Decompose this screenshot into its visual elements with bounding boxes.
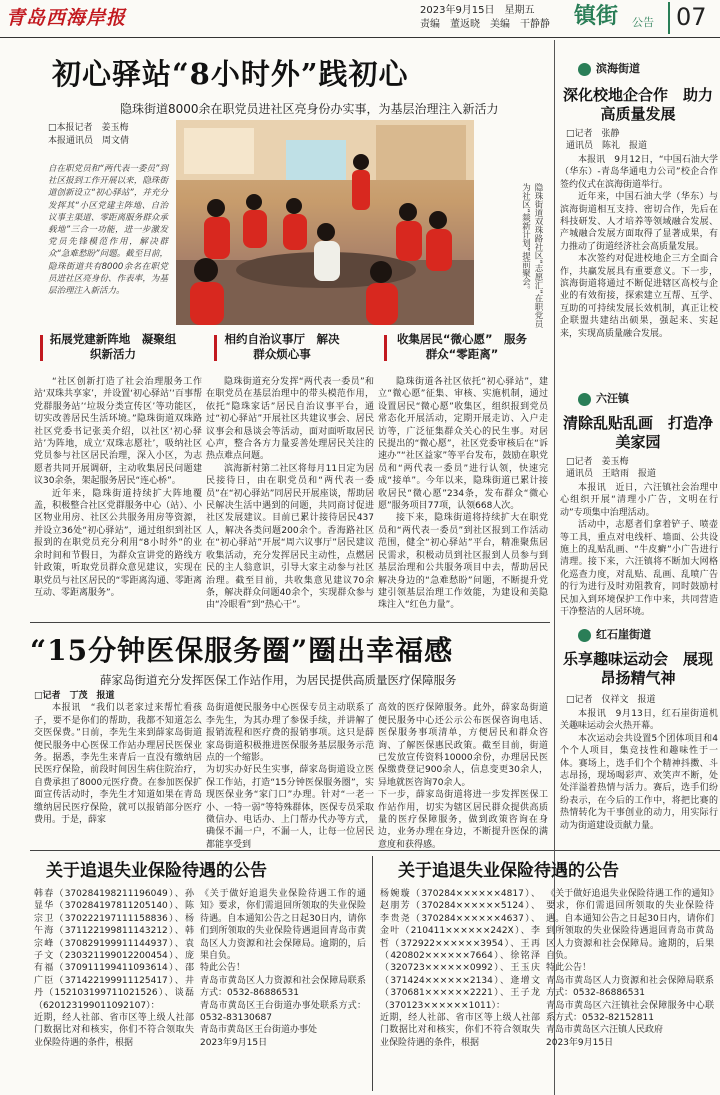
location-dot-icon bbox=[578, 63, 591, 76]
second-byline: □记者 丁茂 报道 bbox=[34, 691, 115, 701]
sidebar-story3-byline: □记者 仪祥文 报道 bbox=[566, 695, 656, 705]
notice-left-column-2: 《关于做好追退失业保险待遇工作的通知》要求，你们需退回所领取的失业保险待遇。自本通知公告之日起30日内，请你们到所领取的失业保险待遇退回青岛市黄岛区人力资源和社会保障局。逾期的，后果自负。 特此公告！ 青岛市黄岛区人力资源和社会保障局联系方式：0532-86886531 青岛市黄岛区王台街道办事处联系方式：0532-83130687 青岛市黄岛区王台街道办事处 2023年9月15日 bbox=[200, 889, 366, 1048]
meeting-photo-illustration bbox=[176, 120, 474, 325]
byline-correspondent: 本报通讯员 周文倩 bbox=[48, 136, 130, 146]
sidebar-story2-text bbox=[560, 482, 718, 622]
paragraph: 近年来，隐珠街道持续扩大阵地覆盖，积极整合社区党群服务中心（站）、小区物业用房、社区公共服务用房等资源，并设立36处“初心驿站”，通过组织到社区报到的在职党员充分利用“8小时外”的业余时间和节假日，为群众宣讲党的路线方针政策，听取党员群众意见建议，实现在职党员与社区居民的“零距离沟通、零距离互动、零距离服务”。 bbox=[34, 488, 202, 598]
page-number: 07 bbox=[668, 2, 707, 34]
sidebar-story1-byline: □记者 张静 通讯员 陈礼 报道 bbox=[566, 129, 648, 151]
notice-right-column-2: 《关于做好追退失业保险待遇工作的通知》要求，你们需退回所领取的失业保险待遇。自本通知公告之日起30日内，请你们到所领取的失业保险待遇退回青岛市黄岛区人力资源和社会保障局。逾期的，后果自负。 特此公告！ 青岛市黄岛区人力资源和社会保障局联系方式：0532-86886531 青岛市黄岛区六汪镇社会保障服务中心联系方式：0532-82152811 青岛市黄岛区六汪镇人民政府 2023年9月15日 bbox=[546, 889, 714, 1048]
paragraph: 活动中，志愿者们拿着铲子、喷壶等工具，重点对电线杆、墙面、公共设施上的乱贴乱画、“牛皮癣”小广告进行清理。接下来，六汪镇将不断加大网格化巡查力度，对乱贴、乱画、乱喷广告的行为进行及时劝阻教育，同时鼓励村民加入到环境保护工作中来，共同营造干净整洁的人居环境。 bbox=[560, 520, 718, 618]
subhead-3: 收集居民“微心愿” 服务群众“零距离” bbox=[392, 332, 532, 362]
divider bbox=[30, 622, 550, 623]
paragraph: 近年来，中国石油大学（华东）与滨海街道相互支持、密切合作，先后在科技研发、人才培养等领域融合发展、产城融合发展方面取得了显著成果，有力推动了街道经济社会高质量发展。 bbox=[560, 192, 718, 252]
paragraph: 岛街道便民服务中心医保专员主动联系了李先生，为其办理了参保手续，并讲解了报销流程和医疗费的报销事项。这只是薛家岛街道积极推进医保服务基层服务示范点的一个缩影。 为切实办好民生实事，薛家岛街道设立医保工作站，打造“15分钟医保服务圈”，实现医保业务“家门口”办理。针对“一老一小、一特一弱”等特殊群体，医保专员采取微信办、电话办、上门帮办代办等方式，确保不漏一户，不漏一人，让每一位居民都能享受到 bbox=[206, 703, 374, 850]
masthead-info bbox=[420, 4, 570, 32]
paragraph: 本报讯 近日，六汪镇社会治理中心组织开展“清理小广告，文明在行动”专项集中治理活动。 bbox=[560, 483, 718, 518]
lead-column-3 bbox=[378, 376, 548, 616]
second-subheadline: 薛家岛街道充分发挥医保工作站作用，为居民提供高质量医疗保障服务 bbox=[100, 673, 457, 687]
editor-line: 责编 董返晓 美编 干静静 bbox=[420, 19, 550, 30]
sidebar-story2-byline: □记者 姜玉梅 通讯员 王晗雨 报道 bbox=[566, 457, 657, 479]
sidebar-story1-text bbox=[560, 154, 718, 372]
subhead-2: 相约自治议事厅 解决群众烦心事 bbox=[222, 332, 342, 362]
sidebar-story3-text bbox=[560, 708, 718, 846]
notice-left-column-1: 韩春（370284198211196049）、孙显华（370284197811205140）、陈宗卫（370222197111158836）、杨午海（371122199811143212）、韩宗峰（370829199911144937）、袁子文（230321199012200454）、庞有福（370911199411093614）、邵广臣（371422199911125417）、井丹（152103199711021526）、谈磊（620123199011092107）： 近期，经人社部、省市区等上级人社部门数据比对和核实，你们不符合领取失业保险待遇的条件，根据 bbox=[34, 889, 194, 1048]
sidebar-story1-title: 深化校地企合作 助力高质量发展 bbox=[562, 86, 713, 123]
second-column-1 bbox=[34, 690, 202, 842]
byline-reporter: □本报记者 姜玉梅 bbox=[48, 123, 129, 133]
section-name: 镇街 bbox=[574, 3, 619, 29]
sidebar-tag-liuwang: 六汪镇 bbox=[578, 392, 629, 407]
paragraph: 隐珠街道各社区依托“初心驿站”，建立“微心愿”征集、审核、实施机制，通过设置居民“微心愿”收集区，组织报到党员常态化开展活动，定期开展走访、入户走访等，广泛征集群众关心的民生事。对居民提出的“微心愿”，社区党委审核后在“诉速办”“社区益家”等平台发布，鼓励在职党员和“两代表一委员”进行认领，快速完成“接单”。今年以来，隐珠街道已累计接收居民“微心愿”234条，发布群众“微心愿”服务项目77项，认领668人次。 bbox=[378, 377, 548, 512]
lead-subheadline: 隐珠街道8000余在职党员进社区亮身份办实事，为基层治理注入新活力 bbox=[120, 102, 499, 116]
paragraph: 滨海新村第二社区将每月11日定为居民接待日，由在职党员和“两代表一委员”在“初心驿站”同居民开展座谈，帮助居民解决生活中遇到的问题，共同商讨促进社区发展建议。目前已累计接待居民437人，解决各类问题200余个。香海路社区在“初心驿站”开展“周六议事厅”居民建议收集活动，充分发挥居民主动性，点燃居民的主人翁意识，引导大家主动参与社区治理。截至目前，共收集意见建议70余条，解决群众问题40余个，实现群众参与由“冷眼看”到“热心干”。 bbox=[206, 463, 374, 611]
section-notice-label: 公告 bbox=[632, 16, 654, 29]
lead-photo bbox=[176, 120, 474, 325]
lead-column-2 bbox=[206, 376, 374, 616]
lead-byline bbox=[48, 122, 168, 148]
second-headline: “15分钟医保服务圈”圈出幸福感 bbox=[30, 634, 454, 667]
paragraph: 隐珠街道充分发挥“两代表一委员”和在职党员在基层治理中的带头模范作用，依托“隐珠家话”居民自治议事平台，通过“初心驿站”开展社区共建议事会、居民议事会和恳谈会等活动，面对面听取居民心声，整合各方力量妥善处理居民关注的热点难点问题。 bbox=[206, 377, 374, 462]
paragraph: 接下来，隐珠街道将持续扩大在职党员和“两代表一委员”到社区报到工作活动范围，健全“初心驿站”平台，精准聚焦居民需求，积极动员到社区报到人员参与到基层治理和公共服务项目中去，帮助居民解决身边的“急难愁盼”问题，不断提升党建引领基层治理工作效能，为建设和美隐珠注入“红色力量”。 bbox=[378, 513, 548, 611]
paragraph: 高效的医疗保障服务。此外，薛家岛街道便民服务中心还公示公布医保咨询电话、医保服务事项清单，方便居民和群众咨询、了解医保惠民政策。截至目前，街道已发放宣传资料10000余份，办理居民医保缴费登记900余人，信息变更30余人，异地就医咨询70余人。 下一步，薛家岛街道将进一步发挥医保工作站作用，切实为辖区居民群众提供高质量的医疗保障服务，做到政策咨询在身边，业务办理在身边，不断提升医保的满意度和获得感。 bbox=[378, 703, 548, 850]
issue-date: 2023年9月15日 星期五 bbox=[420, 5, 535, 16]
lead-headline: 初心驿站“8小时外”践初心 bbox=[52, 57, 409, 91]
photo-caption: 隐珠街道双珠路社区“志愿汇”在职党员为社区“燚新计划”提前聚会。 bbox=[520, 183, 543, 328]
location-dot-icon bbox=[578, 393, 591, 406]
sidebar-tag-binhai: 滨海街道 bbox=[578, 62, 640, 77]
notice-right-title: 关于追退失业保险待遇的公告 bbox=[398, 861, 619, 881]
lead-column-1 bbox=[34, 376, 202, 616]
paragraph: 本报讯 9月13日，红石崖街道机关趣味运动会火热开幕。 bbox=[560, 709, 718, 732]
paragraph: 本报讯 9月12日，“中国石油大学（华东）-青岛华通电力公司”校企合作签约仪式在滨海街道举行。 bbox=[560, 155, 718, 190]
paragraph: 本次运动会共设置5个团体项目和4个个人项目，集竞技性和趣味性于一体。赛场上，选手们个个精神抖擞、斗志昂扬，现场喝彩声、欢笑声不断，处处洋溢着热情与活力。赛后，选手们纷纷表示，在今后的工作中，将把比赛的热情转化为干事创业的动力，用实际行动为街道建设贡献力量。 bbox=[560, 733, 718, 831]
sidebar-story2-title: 清除乱贴乱画 打造净美家园 bbox=[562, 414, 713, 451]
lead-intro: 自在职党员和“两代表一委员”到社区报到工作开展以来，隐珠街道创新设立“初心驿站”，并充分发挥其“小区党建主阵地、自治议事主渠道、零距离服务群众承载地”三合一功能，进一步激发党员先锋模范作用，解决群众“急难愁盼”问题。截至目前，隐珠街道共有8000余名在职党员进社区亮身份、作表率，为基层治理注入新活力。 bbox=[48, 164, 168, 297]
divider bbox=[372, 856, 373, 1091]
notice-right-column-1: 杨婉璇（370284××××××4817）、赵朋芳（370284××××××5124）、李贵尧（370284××××××4637）、金叶（210411××××××242X）、李哲（372922××××××3954）、王再（420802××××××7664）、徐铭泽（320723××××××0992）、王玉庆（371424××××××2134）、逄增文（370681××××××2221）、王子龙（370123××××××1011）： 近期，经人社部、省市区等上级人社部门数据比对和核实，你们不符合领取失业保险待遇的条件，根据 bbox=[380, 889, 540, 1048]
subhead-1: 拓展党建新阵地 凝聚组织新活力 bbox=[49, 332, 177, 361]
sidebar-story3-title: 乐享趣味运动会 展现昂扬精气神 bbox=[562, 650, 713, 687]
second-column-3 bbox=[378, 690, 548, 850]
sidebar-tag-hongshiya: 红石崖街道 bbox=[578, 628, 651, 643]
paragraph: “社区创新打造了社会治理服务工作站‘双珠共享家’，并设置‘初心驿站’‘百事帮党群服务站’‘垃圾分类宣传区’等功能区，切实改善居民生活环境。”隐珠街道双珠路社区党委书记张美介绍，以社区‘初心驿站’为阵地，成立‘双珠志愿社’，吸纳社区党员参与社区居民治理，深入小区，为志愿者共同开展调研，主动收集居民问题建议30余条，架起服务居民“连心桥”。 bbox=[34, 377, 202, 487]
paragraph: 本报讯 “我们以老家过来帮忙看孩子，要不是你们的帮助，我都不知道怎么交医保费。”日前，李先生来到薛家岛街道便民服务中心医保工作站办理居民医保业务。据悉，李先生来青后一直没有缴纳居民医疗保险，前段时间因生病住院治疗，自费承担了8000元医疗费。在参加医保扩面宣传活动时，李先生才知道如果在青岛缴纳居民医疗保险，就可以报销部分医疗费用。于是，薛家 bbox=[34, 703, 202, 826]
paragraph: 本次签约对促进校地企三方全面合作，共赢发展具有重要意义。下一步，滨海街道将通过不断促进辖区高校与企业的有效衔接，探索建立互帮、互学、互助的可持续发展长效机制，真正让校企联盟共建结出硕果，强起来、实起来，实现高质量融合发展。 bbox=[560, 254, 718, 339]
newspaper-logo: 青岛西海岸报 bbox=[6, 7, 127, 29]
location-dot-icon bbox=[578, 629, 591, 642]
second-column-2 bbox=[206, 690, 374, 850]
notice-left-title: 关于追退失业保险待遇的公告 bbox=[46, 861, 267, 881]
